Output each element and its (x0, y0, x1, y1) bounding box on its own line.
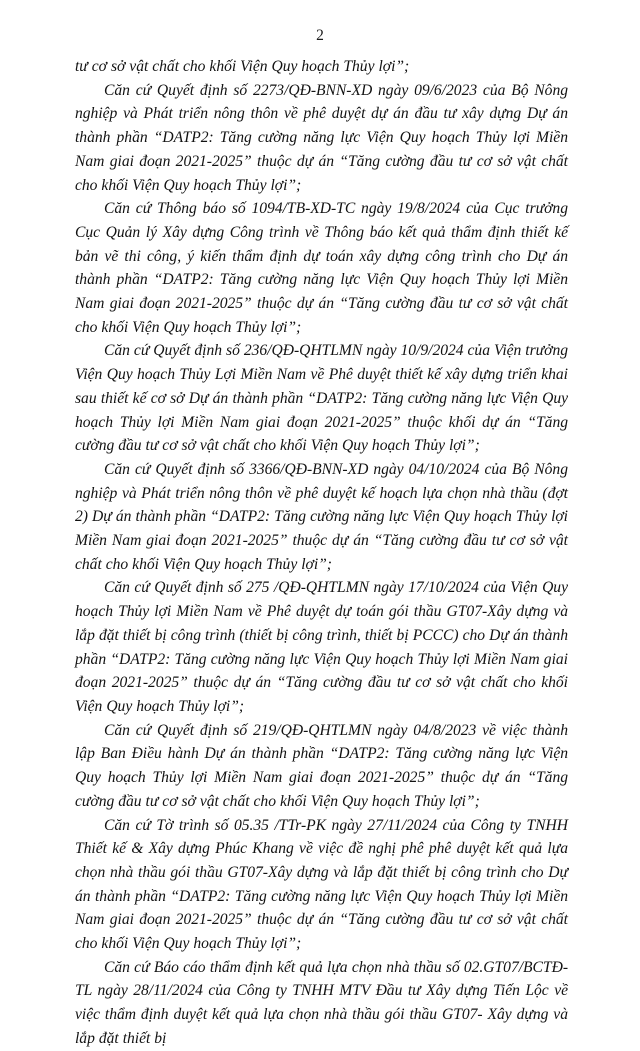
paragraph-can-cu-to-trinh-0535: Căn cứ Tờ trình số 05.35 /TTr-PK ngày 27/11/2024 của Công ty TNHH Thiết kế & Xây dựng Phúc Khang về việc đề nghị phê phê duyệt kết quả lựa chọn nhà thầu gói thầu GT07-Xây dựng và lắp đặt thiết bị công trình cho Dự án thành phần “DATP2: Tăng cường năng lực Viện Quy hoạch Thủy lợi Miền Nam giai đoạn 2021-2025” thuộc dự án “Tăng cường đầu tư cơ sở vật chất cho khối Viện Quy hoạch Thủy lợi”; (75, 816, 568, 953)
paragraph-can-cu-tb-1094: Căn cứ Thông báo số 1094/TB-XD-TC ngày 19/8/2024 của Cục trưởng Cục Quản lý Xây dựng Công trình về Thông báo kết quả thẩm định thiết kế bản vẽ thi công, ý kiến thẩm định dự toán xây dựng công trình cho Dự án thành phần “DATP2: Tăng cường năng lực Viện Quy hoạch Thủy lợi Miền Nam giai đoạn 2021-2025” thuộc dự án “Tăng cường đầu tư cơ sở vật chất cho khối Viện Quy hoạch Thủy lợi”; (75, 200, 568, 336)
document-body (75, 55, 568, 1051)
paragraph-can-cu-qd-275: Căn cứ Quyết định số 275 /QĐ-QHTLMN ngày 17/10/2024 của Viện Quy hoạch Thủy lợi Miền Nam về Phê duyệt dự toán gói thầu GT07-Xây dựng và lắp đặt thiết bị công trình (thiết bị công trình, thiết bị PCCC) cho Dự án thành phần “DATP2: Tăng cường năng lực Viện Quy hoạch Thủy lợi Miền Nam giai đoạn 2021-2025” thuộc dự án “Tăng cường đầu tư cơ sở vật chất cho khối Viện Quy hoạch Thủy lợi”; (75, 579, 568, 715)
paragraph-continuation-line: tư cơ sở vật chất cho khối Viện Quy hoạch Thủy lợi”; (75, 58, 410, 75)
paragraph-can-cu-qd-219: Căn cứ Quyết định số 219/QĐ-QHTLMN ngày 04/8/2023 về việc thành lập Ban Điều hành Dự án thành phần “DATP2: Tăng cường năng lực Viện Quy hoạch Thủy lợi Miền Nam giai đoạn 2021-2025” thuộc dự án “Tăng cường đầu tư cơ sở vật chất cho khối Viện Quy hoạch Thủy lợi”; (75, 721, 568, 810)
page-number: 2 (316, 27, 324, 44)
paragraph-can-cu-bao-cao-tham-dinh: Căn cứ Báo cáo thẩm định kết quả lựa chọn nhà thầu số 02.GT07/BCTĐ-TL ngày 28/11/2024 của Công ty TNHH MTV Đầu tư Xây dựng Tiến Lộc về việc thẩm định duyệt kết quả lựa chọn nhà thầu gói thầu GT07- Xây dựng và lắp đặt thiết bị (75, 958, 568, 1047)
paragraph-can-cu-qd-3366: Căn cứ Quyết định số 3366/QĐ-BNN-XD ngày 04/10/2024 của Bộ Nông nghiệp và Phát triển nông thôn về phê duyệt kế hoạch lựa chọn nhà thầu (đợt 2) Dự án thành phần “DATP2: Tăng cường năng lực Viện Quy hoạch Thủy lợi Miền Nam giai đoạn 2021-2025” thuộc dự án “Tăng cường đầu tư cơ sở vật chất cho khối Viện Quy hoạch Thủy lợi”; (75, 460, 568, 573)
paragraph-can-cu-qd-2273: Căn cứ Quyết định số 2273/QĐ-BNN-XD ngày 09/6/2023 của Bộ Nông nghiệp và Phát triển nông thôn về phê duyệt dự án đầu tư xây dựng Dự án thành phần “DATP2: Tăng cường năng lực Viện Quy hoạch Thủy lợi Miền Nam giai đoạn 2021-2025” thuộc dự án “Tăng cường đầu tư cơ sở vật chất cho khối Viện Quy hoạch Thủy lợi”; (75, 81, 568, 194)
paragraph-can-cu-qd-236: Căn cứ Quyết định số 236/QĐ-QHTLMN ngày 10/9/2024 của Viện trưởng Viện Quy hoạch Thủy Lợi Miền Nam về Phê duyệt thiết kế xây dựng triển khai sau thiết kế cơ sở Dự án thành phần “DATP2: Tăng cường năng lực Viện Quy hoạch Thủy lợi Miền Nam giai đoạn 2021-2025” thuộc khối dự án “Tăng cường đầu tư cơ sở vật chất cho khối Viện Quy hoạch Thủy lợi”; (75, 342, 568, 455)
